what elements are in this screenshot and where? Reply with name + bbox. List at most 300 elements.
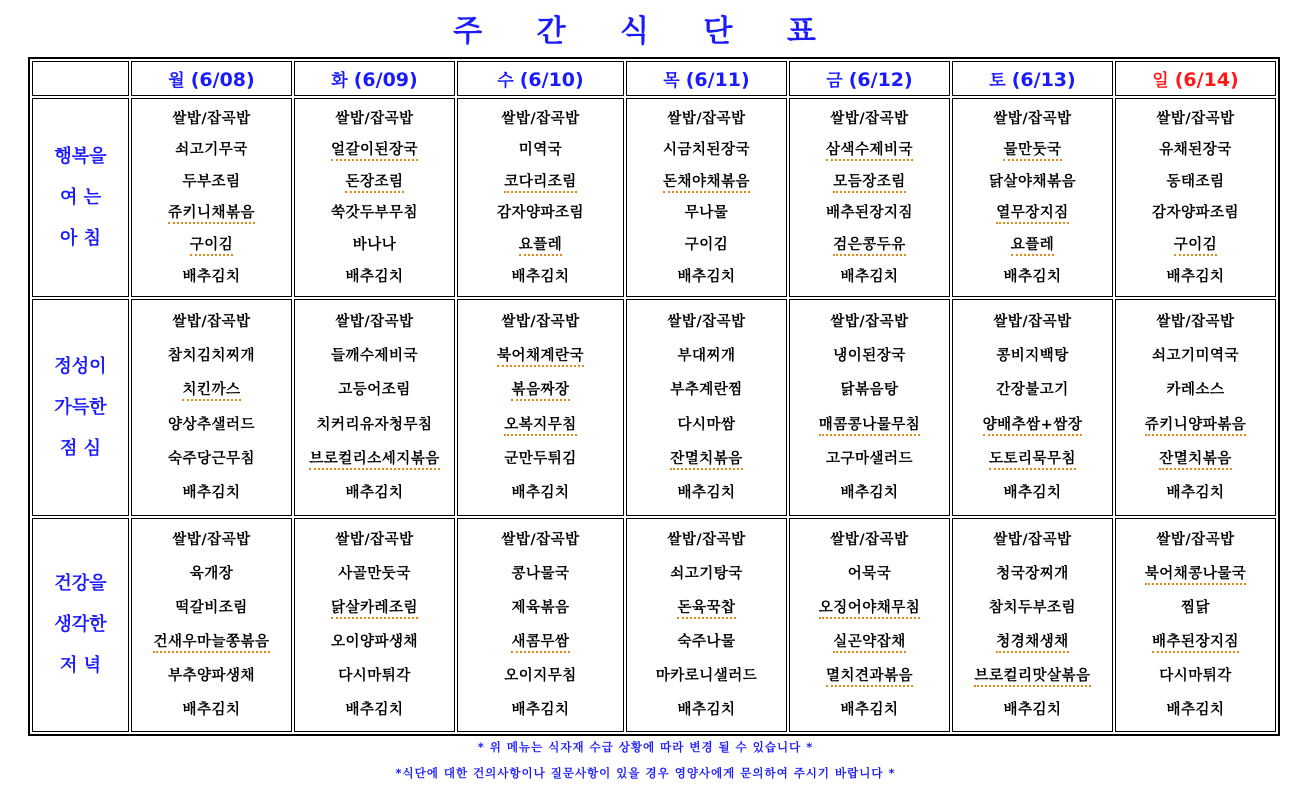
menu-item-text: 육개장 xyxy=(189,565,234,582)
menu-item-text: 치커리유자청무침 xyxy=(316,416,433,433)
menu-item xyxy=(132,235,291,255)
meal-label-line: 여 는 xyxy=(59,187,102,209)
menu-item xyxy=(953,267,1112,287)
menu-item-text: 쑥갓두부무침 xyxy=(330,205,419,222)
menu-item xyxy=(1116,267,1275,287)
menu-item-text: 배추김치 xyxy=(182,485,241,502)
menu-item-list xyxy=(132,519,291,731)
menu-cell xyxy=(626,98,787,297)
day-date: (6/14) xyxy=(1174,69,1239,91)
menu-item-text: 쌀밥/잡곡밥 xyxy=(1156,110,1235,127)
menu-item xyxy=(295,172,454,192)
menu-item xyxy=(132,312,291,332)
menu-cell xyxy=(131,518,292,732)
menu-item-list xyxy=(790,99,949,296)
menu-item-list xyxy=(953,519,1112,731)
menu-item-text: 쌀밥/잡곡밥 xyxy=(335,313,414,330)
menu-item-text: 숙주당근무침 xyxy=(167,451,256,467)
day-header-tue xyxy=(294,61,455,96)
menu-item-text: 모듬장조림 xyxy=(833,174,906,193)
menu-item-list xyxy=(132,300,291,514)
menu-item-list xyxy=(458,99,623,296)
menu-item xyxy=(458,140,623,160)
menu-item-text: 구이김 xyxy=(684,236,729,253)
menu-item-text: 참치두부조림 xyxy=(988,599,1077,616)
breakfast-row xyxy=(32,98,1276,297)
menu-item-text: 고등어조림 xyxy=(338,382,411,399)
menu-item-text: 배추된장지짐 xyxy=(825,205,914,222)
menu-cell xyxy=(789,518,950,732)
menu-cell xyxy=(952,98,1113,297)
menu-item-list xyxy=(627,99,786,296)
footer-notice-change: * 위 메뉴는 식자재 수급 상황에 따라 변경 될 수 있습니다 * xyxy=(477,740,814,754)
menu-item-text: 떡갈비조림 xyxy=(175,599,248,616)
menu-item-text: 배추김치 xyxy=(840,485,899,502)
menu-item xyxy=(132,109,291,129)
menu-item-text: 청국장찌개 xyxy=(996,565,1069,582)
menu-item-list xyxy=(790,519,949,731)
menu-item xyxy=(1116,140,1275,160)
menu-item xyxy=(132,530,291,550)
menu-item-text: 배추김치 xyxy=(182,701,241,718)
menu-item-text: 양상추샐러드 xyxy=(167,416,256,433)
menu-item xyxy=(953,109,1112,129)
monday-icon: 월 xyxy=(168,71,185,91)
menu-item-text: 바나나 xyxy=(352,236,397,253)
menu-item-text: 두부조림 xyxy=(182,173,241,190)
menu-item-text: 배추김치 xyxy=(1166,701,1225,718)
menu-item xyxy=(1116,312,1275,332)
menu-item-text: 쥬키니채볶음 xyxy=(168,205,255,224)
menu-item xyxy=(458,632,623,652)
menu-item-text: 쌀밥/잡곡밥 xyxy=(501,110,580,127)
menu-item xyxy=(953,346,1112,366)
menu-item xyxy=(458,700,623,720)
menu-item xyxy=(295,380,454,400)
menu-item-list xyxy=(458,300,623,514)
menu-item xyxy=(627,415,786,435)
menu-cell xyxy=(294,518,455,732)
menu-item xyxy=(132,449,291,469)
menu-item-text: 검은콩두유 xyxy=(833,237,906,256)
menu-item-text: 배추김치 xyxy=(182,268,241,285)
meal-label xyxy=(33,346,128,469)
menu-item-text: 돈채야채볶음 xyxy=(663,174,750,193)
menu-item xyxy=(1116,415,1275,435)
menu-item xyxy=(1116,109,1275,129)
menu-item-text: 쥬키니양파볶음 xyxy=(1145,417,1247,436)
menu-item-text: 쌀밥/잡곡밥 xyxy=(501,313,580,330)
menu-item xyxy=(458,449,623,469)
menu-item xyxy=(295,449,454,469)
menu-item xyxy=(295,483,454,503)
menu-item-text: 배추김치 xyxy=(1003,268,1062,285)
menu-item xyxy=(790,415,949,435)
menu-item-text: 쌀밥/잡곡밥 xyxy=(501,531,580,548)
menu-item xyxy=(132,483,291,503)
menu-item xyxy=(132,172,291,192)
menu-item xyxy=(627,172,786,192)
day-header-thu xyxy=(626,61,787,96)
menu-item-text: 쌀밥/잡곡밥 xyxy=(1156,531,1235,548)
menu-cell xyxy=(1115,299,1276,515)
menu-item-text: 쇠고기미역국 xyxy=(1151,347,1240,364)
menu-item-list xyxy=(458,519,623,731)
menu-item xyxy=(1116,380,1275,400)
menu-item xyxy=(790,632,949,652)
menu-item xyxy=(627,700,786,720)
menu-item-text: 얼갈이된장국 xyxy=(331,142,418,161)
meal-label-line: 저 녁 xyxy=(59,655,102,677)
menu-cell xyxy=(131,299,292,515)
day-header-mon xyxy=(131,61,292,96)
day-date: (6/12) xyxy=(848,69,913,91)
day-date: (6/13) xyxy=(1011,69,1076,91)
menu-item xyxy=(953,380,1112,400)
menu-item xyxy=(458,312,623,332)
menu-item-text: 브로컬리맛살볶음 xyxy=(974,668,1090,687)
menu-item xyxy=(132,380,291,400)
menu-item xyxy=(953,449,1112,469)
menu-item xyxy=(295,140,454,160)
menu-item xyxy=(627,109,786,129)
menu-item-text: 닭살야채볶음 xyxy=(988,173,1077,190)
menu-item-text: 냉이된장국 xyxy=(833,347,906,364)
menu-item-list xyxy=(132,99,291,296)
menu-item-text: 쌀밥/잡곡밥 xyxy=(830,110,909,127)
menu-item xyxy=(132,203,291,223)
menu-item xyxy=(627,380,786,400)
menu-item-text: 어묵국 xyxy=(847,565,892,582)
menu-item-text: 동태조림 xyxy=(1166,173,1225,190)
meal-label-line: 아 침 xyxy=(59,228,102,250)
menu-item xyxy=(790,235,949,255)
menu-item xyxy=(953,598,1112,618)
day-header-fri xyxy=(789,61,950,96)
menu-item-text: 실곤약잡채 xyxy=(833,634,906,653)
menu-item-text: 오복지무침 xyxy=(504,417,577,436)
menu-item-text: 감자양파조림 xyxy=(496,205,585,222)
menu-item-text: 닭볶음탕 xyxy=(840,382,899,399)
menu-item-text: 카레소스 xyxy=(1166,382,1225,399)
menu-item-text: 쇠고기탕국 xyxy=(670,565,743,582)
menu-item xyxy=(458,172,623,192)
menu-item xyxy=(1116,598,1275,618)
menu-item-text: 부대찌개 xyxy=(677,347,736,364)
meal-label xyxy=(33,563,128,686)
menu-item-text: 배추김치 xyxy=(840,701,899,718)
menu-item xyxy=(458,267,623,287)
menu-item-text: 다시마쌈 xyxy=(677,416,736,433)
meal-label-line: 점 심 xyxy=(59,437,102,459)
menu-item-list xyxy=(295,99,454,296)
menu-item xyxy=(790,449,949,469)
menu-item xyxy=(627,598,786,618)
menu-item-text: 쌀밥/잡곡밥 xyxy=(830,531,909,548)
lunch-row xyxy=(32,299,1276,515)
menu-item-text: 닭살카레조림 xyxy=(331,600,418,619)
menu-item xyxy=(953,564,1112,584)
menu-item xyxy=(627,235,786,255)
menu-item-text: 북어채계란국 xyxy=(497,348,584,367)
menu-item xyxy=(132,666,291,686)
breakfast-label-cell xyxy=(32,98,129,297)
menu-item-text: 다시마튀각 xyxy=(338,667,411,684)
menu-item xyxy=(132,346,291,366)
meal-label-line: 건강을 xyxy=(54,573,107,595)
menu-item-text: 요플레 xyxy=(519,237,563,256)
header-row xyxy=(32,61,1276,96)
menu-item xyxy=(953,203,1112,223)
menu-item xyxy=(1116,564,1275,584)
menu-item-list xyxy=(295,300,454,514)
menu-item-text: 배추된장지짐 xyxy=(1152,634,1239,653)
menu-item-list xyxy=(790,300,949,514)
menu-item xyxy=(132,267,291,287)
menu-item xyxy=(790,530,949,550)
menu-item xyxy=(295,203,454,223)
menu-item xyxy=(295,312,454,332)
menu-item-text: 북어채콩나물국 xyxy=(1145,566,1247,585)
lunch-label-cell xyxy=(32,299,129,515)
menu-item-text: 무나물 xyxy=(684,205,729,222)
menu-item-text: 잔멸치볶음 xyxy=(1159,451,1232,470)
day-header-sun xyxy=(1115,61,1276,96)
menu-item xyxy=(295,700,454,720)
menu-item xyxy=(132,140,291,160)
menu-item xyxy=(458,380,623,400)
menu-item xyxy=(295,632,454,652)
weekly-menu-table xyxy=(28,57,1280,736)
menu-item-text: 쌀밥/잡곡밥 xyxy=(667,313,746,330)
menu-item xyxy=(790,380,949,400)
menu-item xyxy=(627,666,786,686)
menu-cell xyxy=(457,299,624,515)
menu-item-text: 고구마샐러드 xyxy=(825,451,914,467)
menu-item-text: 쌀밥/잡곡밥 xyxy=(172,110,251,127)
day-date: (6/10) xyxy=(519,69,584,91)
menu-item xyxy=(1116,203,1275,223)
menu-item-text: 마카로니샐러드 xyxy=(655,667,758,684)
menu-item-text: 콩비지백탕 xyxy=(996,347,1069,364)
menu-item xyxy=(458,483,623,503)
meal-label-line: 정성이 xyxy=(54,355,107,377)
menu-item-text: 배추김치 xyxy=(511,485,570,502)
menu-item-text: 쌀밥/잡곡밥 xyxy=(993,531,1072,548)
menu-item-text: 다시마튀각 xyxy=(1159,667,1232,684)
menu-item xyxy=(295,109,454,129)
menu-item-list xyxy=(1116,300,1275,514)
menu-item-text: 배추김치 xyxy=(1003,485,1062,502)
menu-item xyxy=(627,632,786,652)
menu-item xyxy=(1116,172,1275,192)
menu-cell xyxy=(626,299,787,515)
menu-item-text: 매콤콩나물무침 xyxy=(819,417,921,436)
tuesday-icon: 화 xyxy=(331,71,348,91)
menu-cell xyxy=(457,518,624,732)
menu-item-text: 제육볶음 xyxy=(511,599,570,616)
menu-item-text: 청경채생채 xyxy=(996,634,1069,653)
menu-item-text: 배추김치 xyxy=(1166,268,1225,285)
menu-item xyxy=(458,564,623,584)
menu-item-text: 콩나물국 xyxy=(511,565,570,582)
day-date: (6/08) xyxy=(190,69,255,91)
menu-item-text: 쇠고기무국 xyxy=(175,142,248,159)
meal-label-line: 행복을 xyxy=(54,146,107,168)
menu-cell xyxy=(952,518,1113,732)
menu-item-text: 요플레 xyxy=(1011,237,1055,256)
menu-item xyxy=(790,312,949,332)
menu-item xyxy=(458,203,623,223)
menu-item xyxy=(790,564,949,584)
menu-item-text: 찜닭 xyxy=(1180,599,1210,616)
footer-notice-inquiry: *식단에 대한 건의사항이나 질문사항이 있을 경우 영양사에게 문의하여 주시기 바랍니다 * xyxy=(395,766,896,780)
menu-item xyxy=(1116,483,1275,503)
menu-item xyxy=(458,109,623,129)
saturday-icon: 토 xyxy=(989,71,1006,91)
menu-item-text: 쌀밥/잡곡밥 xyxy=(335,531,414,548)
menu-item xyxy=(790,109,949,129)
menu-item xyxy=(295,346,454,366)
menu-cell xyxy=(789,299,950,515)
menu-item xyxy=(953,415,1112,435)
menu-item-text: 배추김치 xyxy=(345,485,404,502)
menu-item-text: 배추김치 xyxy=(677,701,736,718)
menu-item xyxy=(458,346,623,366)
meal-label-line: 생각한 xyxy=(54,614,107,636)
meal-label-line: 가득한 xyxy=(54,396,107,418)
menu-cell xyxy=(789,98,950,297)
menu-item-text: 브로컬리소세지볶음 xyxy=(309,451,440,470)
menu-item-text: 삼색수제비국 xyxy=(826,142,913,161)
menu-item xyxy=(953,312,1112,332)
menu-item-text: 배추김치 xyxy=(677,268,736,285)
thursday-icon: 목 xyxy=(663,71,680,91)
menu-item-text: 쌀밥/잡곡밥 xyxy=(993,313,1072,330)
menu-item xyxy=(953,235,1112,255)
menu-item xyxy=(132,598,291,618)
menu-item-text: 쌀밥/잡곡밥 xyxy=(172,531,251,548)
dinner-row xyxy=(32,518,1276,732)
menu-item-text: 배추김치 xyxy=(1166,485,1225,502)
menu-item xyxy=(953,530,1112,550)
menu-item-text: 코다리조림 xyxy=(504,174,577,193)
menu-item xyxy=(953,483,1112,503)
menu-item xyxy=(627,530,786,550)
sunday-icon: 일 xyxy=(1152,71,1169,91)
menu-item-text: 건새우마늘쫑볶음 xyxy=(153,634,269,653)
menu-item-text: 멸치견과볶음 xyxy=(826,668,913,687)
menu-item-text: 부추양파생채 xyxy=(167,667,256,684)
menu-item xyxy=(1116,632,1275,652)
menu-item xyxy=(295,530,454,550)
corner-cell xyxy=(32,61,129,96)
menu-item xyxy=(790,203,949,223)
menu-item-text: 미역국 xyxy=(518,142,563,159)
menu-item-text: 유채된장국 xyxy=(1159,142,1232,159)
menu-item-text: 부추계란찜 xyxy=(670,382,743,399)
menu-item-text: 새콤무쌈 xyxy=(511,634,569,653)
menu-item xyxy=(295,564,454,584)
menu-item xyxy=(132,564,291,584)
wednesday-icon: 수 xyxy=(497,71,514,91)
menu-item-text: 참치김치찌개 xyxy=(167,347,256,364)
menu-item-list xyxy=(953,300,1112,514)
menu-item-list xyxy=(627,519,786,731)
menu-item-text: 숙주나물 xyxy=(677,633,736,650)
menu-item-text: 감자양파조림 xyxy=(1151,205,1240,222)
menu-item-text: 오이양파생채 xyxy=(330,633,419,650)
menu-item xyxy=(953,666,1112,686)
menu-item-text: 오이지무침 xyxy=(504,667,577,684)
menu-item xyxy=(1116,449,1275,469)
menu-cell xyxy=(626,518,787,732)
menu-item-text: 열무장지짐 xyxy=(996,205,1069,224)
menu-item xyxy=(295,267,454,287)
menu-item-text: 쌀밥/잡곡밥 xyxy=(667,531,746,548)
menu-item xyxy=(953,632,1112,652)
menu-item-text: 배추김치 xyxy=(1003,701,1062,718)
menu-item xyxy=(790,172,949,192)
day-date: (6/11) xyxy=(685,69,750,91)
menu-cell xyxy=(952,299,1113,515)
menu-item xyxy=(790,140,949,160)
menu-item xyxy=(1116,235,1275,255)
page-title: 주 간 식 단 표 xyxy=(453,14,838,49)
menu-item xyxy=(295,235,454,255)
friday-icon: 금 xyxy=(826,71,843,91)
menu-item xyxy=(790,598,949,618)
menu-item xyxy=(458,415,623,435)
menu-item-text: 배추김치 xyxy=(511,268,570,285)
menu-item-list xyxy=(627,300,786,514)
menu-item xyxy=(1116,666,1275,686)
menu-item-text: 쌀밥/잡곡밥 xyxy=(335,110,414,127)
menu-item-text: 물만둣국 xyxy=(1003,142,1061,161)
menu-item-text: 배추김치 xyxy=(345,268,404,285)
menu-item-text: 구이김 xyxy=(190,237,234,256)
menu-item xyxy=(1116,700,1275,720)
menu-item-text: 사골만둣국 xyxy=(338,565,411,582)
menu-item-text: 돈장조림 xyxy=(345,174,403,193)
menu-item xyxy=(627,346,786,366)
menu-item-text: 양배추쌈+쌈장 xyxy=(983,417,1083,436)
menu-cell xyxy=(1115,98,1276,297)
menu-item xyxy=(953,700,1112,720)
menu-item-text: 잔멸치볶음 xyxy=(670,451,743,470)
menu-item xyxy=(627,203,786,223)
menu-item xyxy=(132,415,291,435)
menu-item xyxy=(953,140,1112,160)
menu-item xyxy=(1116,346,1275,366)
menu-cell xyxy=(131,98,292,297)
menu-item-text: 쌀밥/잡곡밥 xyxy=(172,313,251,330)
menu-item-text: 간장불고기 xyxy=(996,382,1069,399)
menu-item-text: 배추김치 xyxy=(511,701,570,718)
menu-item xyxy=(790,700,949,720)
menu-item xyxy=(458,235,623,255)
menu-item-text: 구이김 xyxy=(1174,237,1218,256)
menu-item-text: 쌀밥/잡곡밥 xyxy=(1156,313,1235,330)
menu-item-text: 볶음짜장 xyxy=(511,382,569,401)
menu-item xyxy=(458,530,623,550)
menu-item-text: 쌀밥/잡곡밥 xyxy=(667,110,746,127)
meal-label xyxy=(33,136,128,259)
menu-item xyxy=(295,666,454,686)
menu-item xyxy=(790,483,949,503)
menu-item xyxy=(627,564,786,584)
menu-item xyxy=(132,632,291,652)
